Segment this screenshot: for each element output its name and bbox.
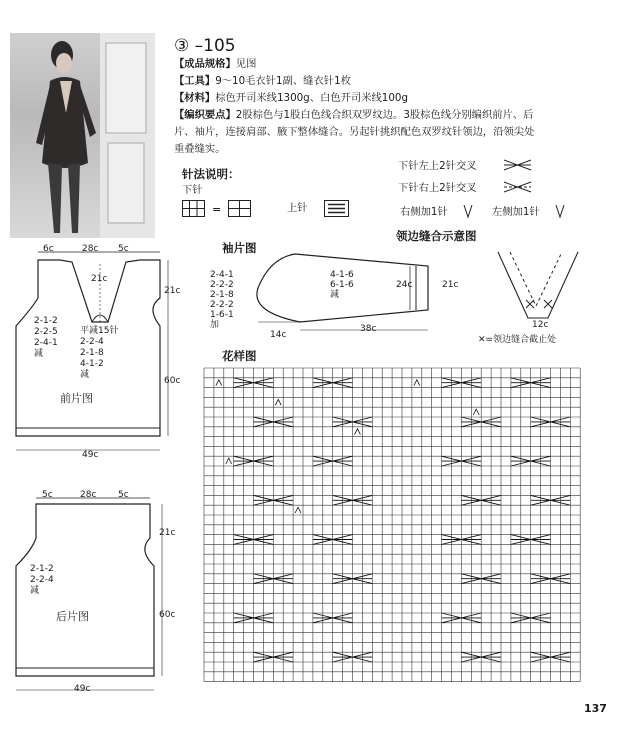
sleeve-cap-width: 24c [396, 280, 413, 290]
stitch-legend-title: 针法说明： [182, 167, 240, 181]
back-body: 60c [159, 610, 176, 620]
back-width: 49c [74, 684, 91, 694]
notes-line-1: 【编织要点】2股棕色与1股白色线合织双罗纹边。3股棕色线分别编织前片、后 [174, 109, 534, 121]
collar-width: 12c [532, 320, 549, 330]
cross-left-label: 下针左上2针交叉 [398, 160, 477, 172]
model-photo [10, 33, 155, 238]
sleeve-length: 38c [360, 324, 377, 334]
knit-label: 下针 [182, 184, 203, 196]
purl-symbol-icon [324, 198, 354, 220]
front-body: 60c [164, 376, 181, 386]
front-piece-title: 前片图 [60, 392, 93, 405]
back-piece-title: 后片图 [56, 610, 89, 623]
purl-label: 上针 [287, 202, 308, 214]
inc-right-label: 右侧加1针 [400, 206, 448, 218]
cross-right-label: 下针右上2针交叉 [398, 182, 477, 194]
spec-line: 【成品规格】见图 [174, 58, 257, 70]
sleeve-increases: 4-1-6 6-1-6 减 [330, 270, 354, 300]
collar-note: ✕=领边缝合截止处 [478, 335, 557, 345]
front-top-left: 6c [43, 244, 54, 254]
back-top-mid: 28c [80, 490, 97, 500]
sleeve-cap-shaping: 2-4-1 2-2-2 2-1-8 2-2-2 1-6-1 加 [210, 270, 234, 330]
back-top-right: 5c [118, 490, 129, 500]
inc-left-icon [554, 203, 566, 219]
seam-end-icon: ✕ [478, 335, 486, 345]
pattern-chart [200, 364, 585, 684]
tools-line: 【工具】9～10毛衣针1副、缝衣针1枚 [174, 75, 351, 87]
front-width: 49c [82, 450, 99, 460]
notes-line-3: 重叠缝实。 [174, 143, 226, 155]
back-armhole-decreases: 2-1-2 2-2-4 减 [30, 564, 54, 596]
inc-left-label: 左侧加1针 [492, 206, 540, 218]
cross-right-icon [503, 180, 533, 194]
front-neck-depth: 21c [91, 274, 108, 284]
notes-line-2: 片、袖片，连接肩部、腋下整体缝合。另起针挑织配色双罗纹针领边，沿领尖处 [174, 126, 535, 138]
inc-right-icon [462, 203, 474, 219]
sleeve-bottom: 14c [270, 330, 287, 340]
collar-diagram [490, 244, 590, 324]
cross-left-icon [503, 158, 533, 172]
sleeve-title: 袖片图 [222, 241, 257, 255]
back-armhole: 21c [159, 528, 176, 538]
back-top-left: 5c [42, 490, 53, 500]
front-neck-decreases: 平减15针 2-2-4 2-1-8 4-1-2 减 [80, 326, 119, 380]
collar-title: 领边缝合示意图 [396, 229, 477, 243]
svg-text:=: = [212, 203, 222, 216]
sleeve-cuff: 21c [442, 280, 459, 290]
front-armhole-decreases: 2-1-2 2-2-5 2-4-1 减 [34, 316, 58, 359]
front-armhole: 21c [164, 286, 181, 296]
knit-symbol-icon [182, 198, 292, 220]
front-top-mid: 28c [82, 244, 99, 254]
chart-title: 花样图 [222, 349, 257, 363]
front-top-right: 5c [118, 244, 129, 254]
material-line: 【材料】棕色开司米线1300g、白色开司米线100g [174, 92, 408, 104]
page-number: 137 [584, 702, 607, 715]
pattern-number: ③ –105 [174, 36, 236, 56]
